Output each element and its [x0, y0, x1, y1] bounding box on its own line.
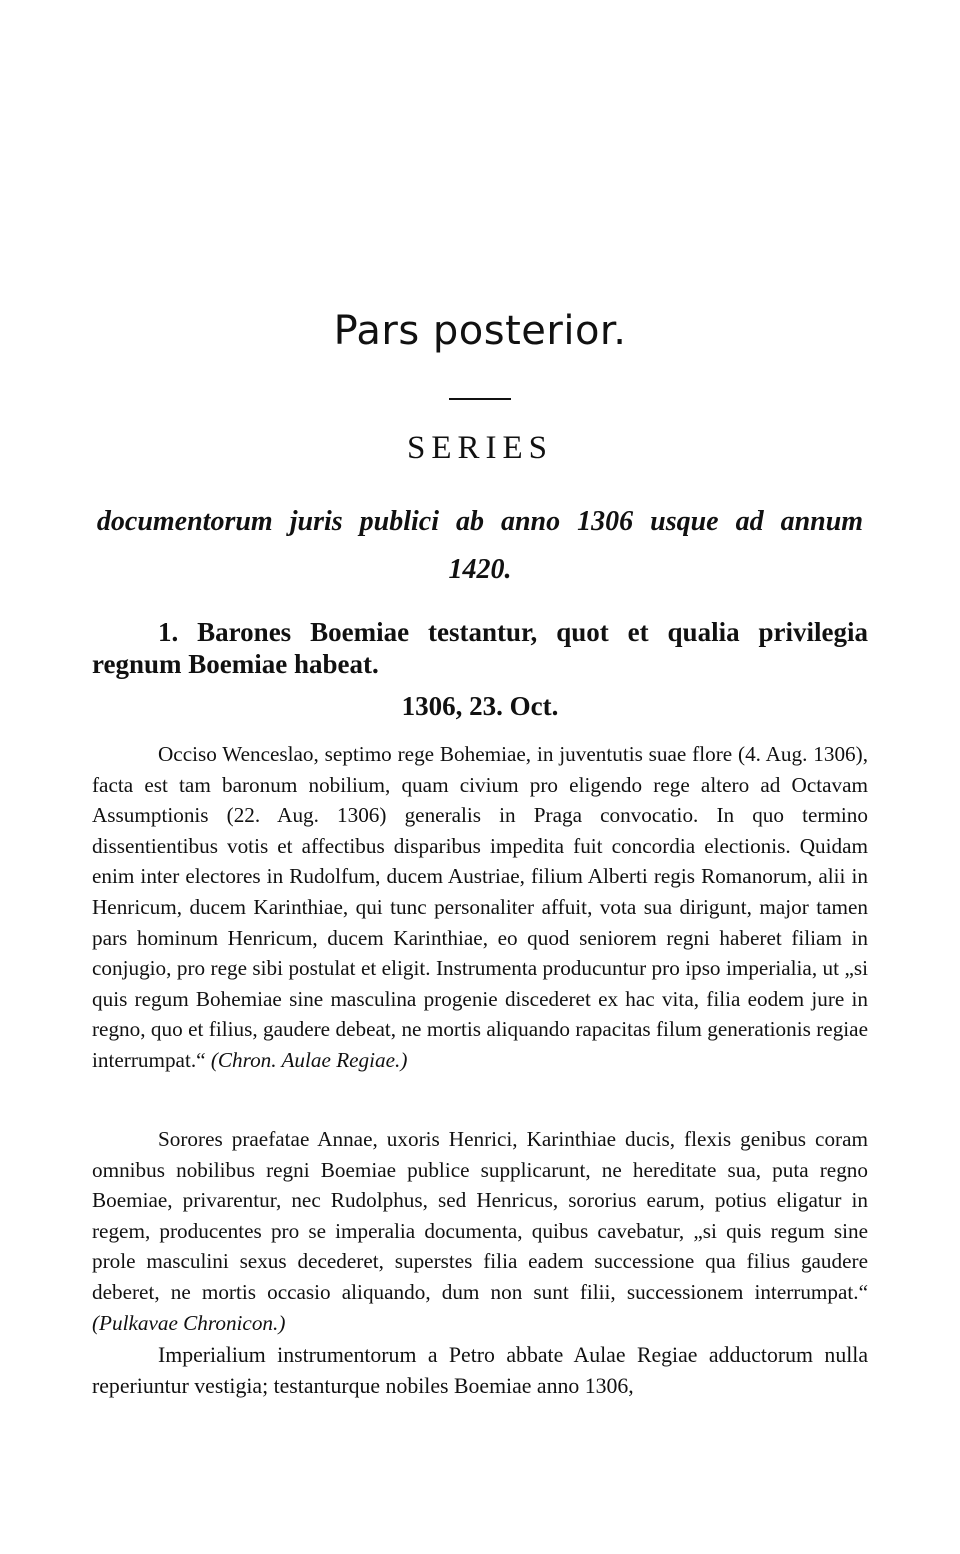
body-paragraph	[92, 739, 868, 1076]
body-paragraph	[92, 1124, 868, 1338]
title-divider	[449, 398, 511, 400]
source-citation: (Chron. Aulae Regiae.)	[210, 1047, 408, 1072]
paragraph-text: Occiso Wenceslao, septimo rege Bohemiae, in juventutis suae flore (4. Aug. 1306), facta est tam baronum nobilium, quam civium pro eligendo rege altero ad Octavam Assumptionis (22. Aug. 1306) generalis in Praga convocatio. In quo termino dissentientibus votis et affectibus disparibus impedita fuit concordia electionis. Quidam enim inter electores in Rudolfum, ducem Austriae, filium Alberti regis Romanorum, alii in Henricum, ducem Karinthiae, qui tunc personaliter affuit, vota sua dirigunt, major tamen pars hominum Henricum, ducem Karinthiae, eo quod seniorem regni haberet filiam in conjugio, pro rege sibi postulat et eligit. Instrumenta producuntur pro ipso imperialia, ut „si quis regum Bohemiae sine masculina progenie discederet ex hac vita, filia eodem jure in regno, quo et filius, gaudere debeat, ne mortis aliquando rapacitas filum generationis regiae interrumpat.“	[92, 742, 868, 1072]
body-paragraph	[92, 1340, 868, 1401]
series-subtitle: documentorum juris publici ab anno 1306 usque ad annum 1420.	[96, 506, 864, 585]
paragraph-text: Sorores praefatae Annae, uxoris Henrici, Karinthiae ducis, flexis genibus coram omnibus nobilibus regni Boemiae publice supplicarunt, ne hereditate sua, puta regno Boemiae, privarentur, nec Rudolphus, sed Henricus, sororius earum, potius eligatur in regem, producentes pro se imperalia documenta, quibus cavebatur, „si quis regum sine prole masculini sexus decederet, superstes filia eadem successione qua filius gaudere deberet, ne mortis occasio aliquando, dum non sunt filii, successionem interrumpat.“	[92, 1127, 868, 1304]
part-title: Pars posterior.	[333, 308, 627, 354]
source-citation: (Pulkavae Chronicon.)	[92, 1310, 286, 1335]
document-date: 1306, 23. Oct.	[401, 691, 559, 721]
series-title: SERIES	[406, 430, 554, 466]
paragraph-text: Imperialium instrumentorum a Petro abbate Aulae Regiae adductorum nulla reperiuntur vestigia; testanturque nobiles Boemiae anno 1306,	[92, 1343, 868, 1398]
document-heading: 1. Barones Boemiae testantur, quot et qualia privilegia regnum Boemiae habeat.	[92, 617, 868, 679]
